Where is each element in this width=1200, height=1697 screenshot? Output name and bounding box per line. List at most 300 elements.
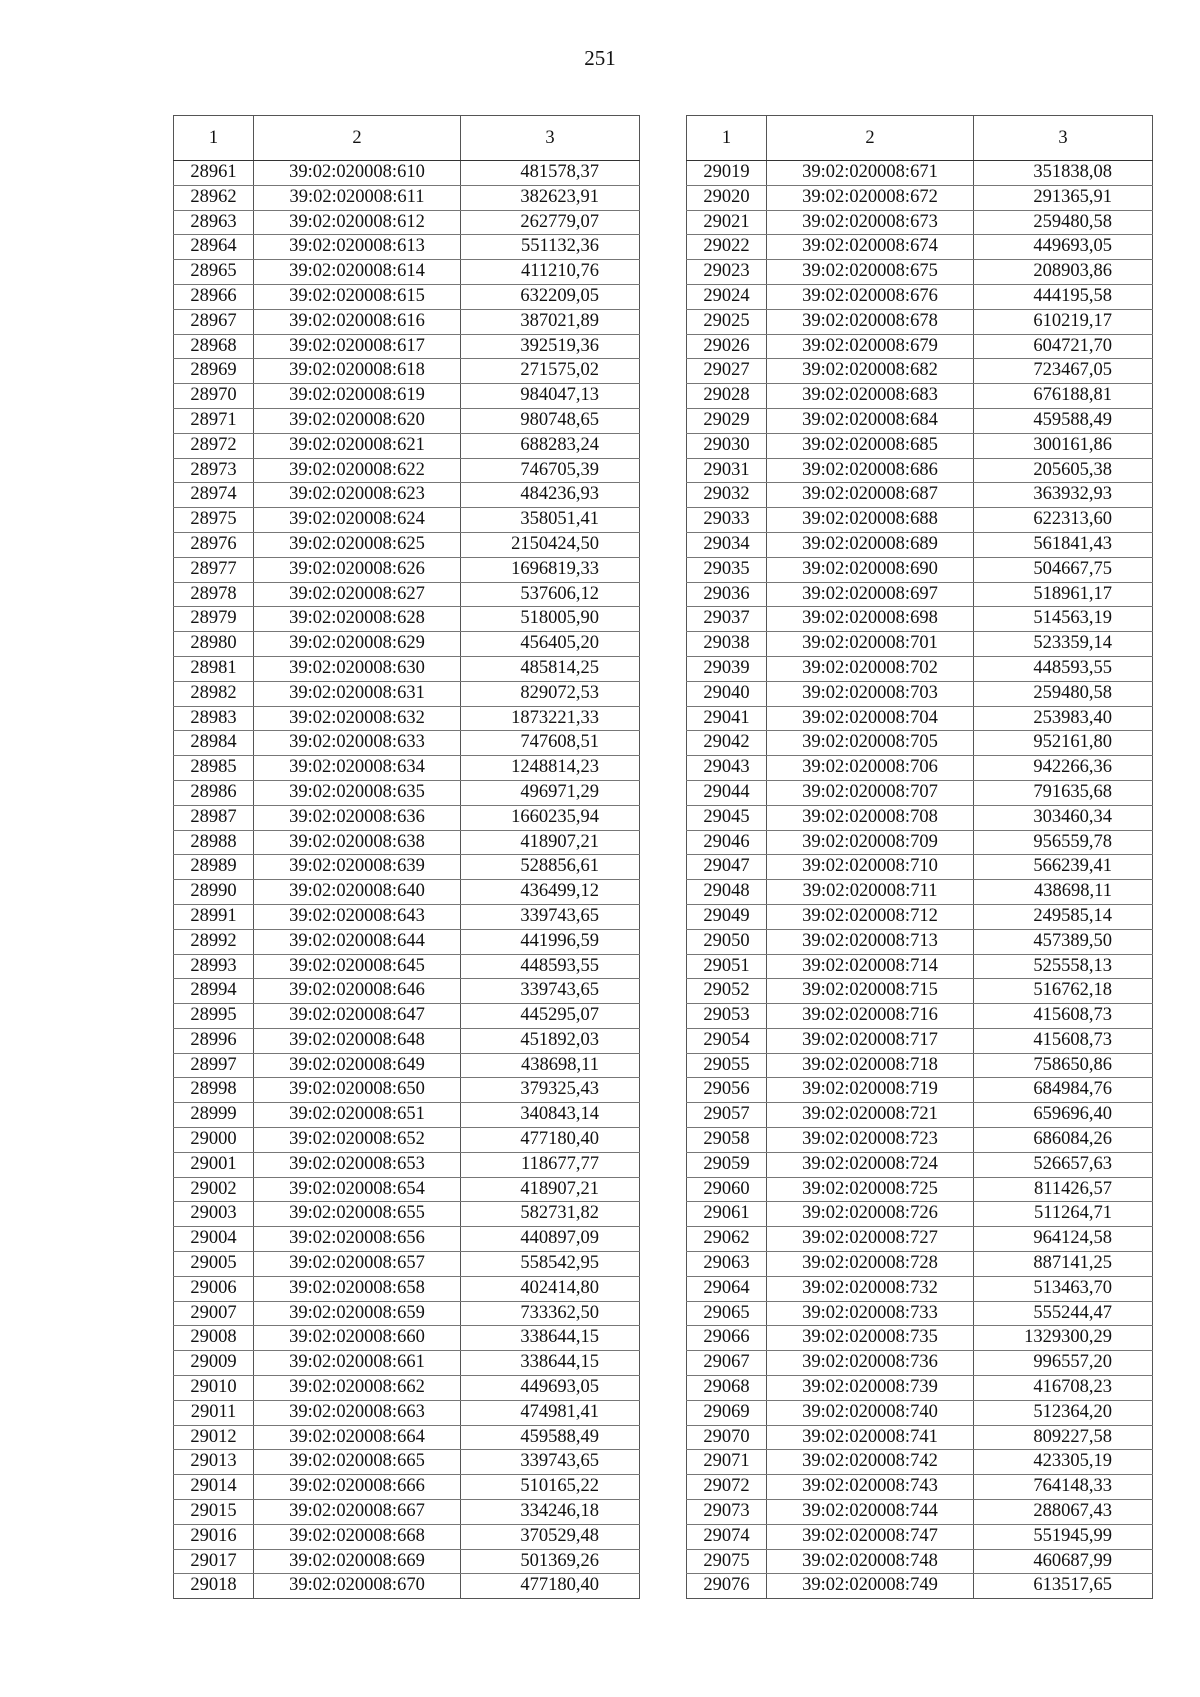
- cadastral-number-cell: 39:02:020008:678: [767, 309, 974, 334]
- value-cell: 555244,47: [974, 1301, 1153, 1326]
- table-row: [174, 954, 640, 979]
- cadastral-number-cell: 39:02:020008:634: [254, 756, 461, 781]
- value-cell: 418907,21: [461, 1177, 640, 1202]
- cadastral-number-cell: 39:02:020008:640: [254, 880, 461, 905]
- row-number-cell: 28983: [174, 706, 254, 731]
- column-header-3: 3: [461, 116, 640, 161]
- row-number-cell: 29063: [687, 1252, 767, 1277]
- value-cell: 1873221,33: [461, 706, 640, 731]
- cadastral-number-cell: 39:02:020008:706: [767, 756, 974, 781]
- value-cell: 411210,76: [461, 260, 640, 285]
- table-row: [687, 780, 1153, 805]
- row-number-cell: 29071: [687, 1450, 767, 1475]
- value-cell: 1660235,94: [461, 805, 640, 830]
- table-row: [687, 1103, 1153, 1128]
- table-row: [174, 780, 640, 805]
- cadastral-number-cell: 39:02:020008:741: [767, 1425, 974, 1450]
- cadastral-number-cell: 39:02:020008:658: [254, 1276, 461, 1301]
- cadastral-number-cell: 39:02:020008:647: [254, 1004, 461, 1029]
- value-cell: 513463,70: [974, 1276, 1153, 1301]
- cadastral-number-cell: 39:02:020008:650: [254, 1078, 461, 1103]
- cadastral-number-cell: 39:02:020008:701: [767, 632, 974, 657]
- value-cell: 537606,12: [461, 582, 640, 607]
- value-cell: 387021,89: [461, 309, 640, 334]
- cadastral-number-cell: 39:02:020008:669: [254, 1549, 461, 1574]
- table-row: [174, 1128, 640, 1153]
- cadastral-number-cell: 39:02:020008:733: [767, 1301, 974, 1326]
- row-number-cell: 28973: [174, 458, 254, 483]
- row-number-cell: 29020: [687, 185, 767, 210]
- value-cell: 477180,40: [461, 1128, 640, 1153]
- value-cell: 481578,37: [461, 161, 640, 186]
- row-number-cell: 29067: [687, 1351, 767, 1376]
- cadastral-number-cell: 39:02:020008:726: [767, 1202, 974, 1227]
- row-number-cell: 28964: [174, 235, 254, 260]
- value-cell: 1696819,33: [461, 557, 640, 582]
- value-cell: 558542,95: [461, 1252, 640, 1277]
- table-row: [174, 855, 640, 880]
- value-cell: 291365,91: [974, 185, 1153, 210]
- table-row: [687, 1450, 1153, 1475]
- table-row: [174, 1004, 640, 1029]
- value-cell: 477180,40: [461, 1574, 640, 1599]
- table-row: [687, 1252, 1153, 1277]
- table-row: [174, 161, 640, 186]
- row-number-cell: 29057: [687, 1103, 767, 1128]
- table-row: [687, 185, 1153, 210]
- value-cell: 300161,86: [974, 433, 1153, 458]
- table-row: [174, 1276, 640, 1301]
- value-cell: 205605,38: [974, 458, 1153, 483]
- value-cell: 438698,11: [461, 1053, 640, 1078]
- value-cell: 259480,58: [974, 681, 1153, 706]
- table-row: [687, 284, 1153, 309]
- value-cell: 1248814,23: [461, 756, 640, 781]
- row-number-cell: 28998: [174, 1078, 254, 1103]
- table-row: [687, 408, 1153, 433]
- row-number-cell: 29018: [174, 1574, 254, 1599]
- row-number-cell: 29069: [687, 1400, 767, 1425]
- value-cell: 525558,13: [974, 954, 1153, 979]
- table-row: [687, 260, 1153, 285]
- table-row: [687, 880, 1153, 905]
- row-number-cell: 29024: [687, 284, 767, 309]
- value-cell: 416708,23: [974, 1376, 1153, 1401]
- page-number: 251: [584, 46, 616, 70]
- row-number-cell: 29075: [687, 1549, 767, 1574]
- value-cell: 747608,51: [461, 731, 640, 756]
- row-number-cell: 29062: [687, 1227, 767, 1252]
- table-row: [687, 706, 1153, 731]
- cadastral-number-cell: 39:02:020008:628: [254, 607, 461, 632]
- table-row: [687, 1004, 1153, 1029]
- table-row: [687, 161, 1153, 186]
- table-row: [687, 1301, 1153, 1326]
- value-cell: 887141,25: [974, 1252, 1153, 1277]
- cadastral-number-cell: 39:02:020008:748: [767, 1549, 974, 1574]
- row-number-cell: 28972: [174, 433, 254, 458]
- value-cell: 528856,61: [461, 855, 640, 880]
- cadastral-number-cell: 39:02:020008:627: [254, 582, 461, 607]
- cadastral-number-cell: 39:02:020008:742: [767, 1450, 974, 1475]
- table-row: [687, 1524, 1153, 1549]
- cadastral-number-cell: 39:02:020008:664: [254, 1425, 461, 1450]
- cadastral-number-cell: 39:02:020008:617: [254, 334, 461, 359]
- value-cell: 956559,78: [974, 830, 1153, 855]
- table-row: [174, 1227, 640, 1252]
- cadastral-number-cell: 39:02:020008:735: [767, 1326, 974, 1351]
- cadastral-number-cell: 39:02:020008:631: [254, 681, 461, 706]
- table-row: [174, 284, 640, 309]
- cadastral-number-cell: 39:02:020008:671: [767, 161, 974, 186]
- row-number-cell: 29038: [687, 632, 767, 657]
- row-number-cell: 29034: [687, 532, 767, 557]
- table-row: [174, 1326, 640, 1351]
- row-number-cell: 29073: [687, 1500, 767, 1525]
- value-cell: 684984,76: [974, 1078, 1153, 1103]
- cadastral-number-cell: 39:02:020008:711: [767, 880, 974, 905]
- value-cell: 516762,18: [974, 979, 1153, 1004]
- table-row: [687, 656, 1153, 681]
- cadastral-number-cell: 39:02:020008:723: [767, 1128, 974, 1153]
- cadastral-number-cell: 39:02:020008:653: [254, 1152, 461, 1177]
- table-row: [687, 210, 1153, 235]
- value-cell: 370529,48: [461, 1524, 640, 1549]
- row-number-cell: 28971: [174, 408, 254, 433]
- value-cell: 566239,41: [974, 855, 1153, 880]
- cadastral-number-cell: 39:02:020008:679: [767, 334, 974, 359]
- cadastral-number-cell: 39:02:020008:708: [767, 805, 974, 830]
- row-number-cell: 28995: [174, 1004, 254, 1029]
- value-cell: 809227,58: [974, 1425, 1153, 1450]
- cadastral-table-right: [686, 115, 1153, 1599]
- row-number-cell: 29010: [174, 1376, 254, 1401]
- row-number-cell: 28997: [174, 1053, 254, 1078]
- value-cell: 334246,18: [461, 1500, 640, 1525]
- row-number-cell: 28969: [174, 359, 254, 384]
- row-number-cell: 29068: [687, 1376, 767, 1401]
- cadastral-number-cell: 39:02:020008:618: [254, 359, 461, 384]
- row-number-cell: 29046: [687, 830, 767, 855]
- table-row: [687, 632, 1153, 657]
- value-cell: 423305,19: [974, 1450, 1153, 1475]
- row-number-cell: 29056: [687, 1078, 767, 1103]
- row-number-cell: 29029: [687, 408, 767, 433]
- cadastral-number-cell: 39:02:020008:620: [254, 408, 461, 433]
- cadastral-number-cell: 39:02:020008:749: [767, 1574, 974, 1599]
- value-cell: 474981,41: [461, 1400, 640, 1425]
- table-row: [174, 1252, 640, 1277]
- value-cell: 733362,50: [461, 1301, 640, 1326]
- value-cell: 582731,82: [461, 1202, 640, 1227]
- table-row: [174, 483, 640, 508]
- value-cell: 415608,73: [974, 1028, 1153, 1053]
- row-number-cell: 29030: [687, 433, 767, 458]
- cadastral-number-cell: 39:02:020008:655: [254, 1202, 461, 1227]
- table-row: [687, 1028, 1153, 1053]
- row-number-cell: 29074: [687, 1524, 767, 1549]
- cadastral-number-cell: 39:02:020008:663: [254, 1400, 461, 1425]
- cadastral-number-cell: 39:02:020008:626: [254, 557, 461, 582]
- column-header-1: 1: [687, 116, 767, 161]
- value-cell: 451892,03: [461, 1028, 640, 1053]
- cadastral-number-cell: 39:02:020008:668: [254, 1524, 461, 1549]
- value-cell: 811426,57: [974, 1177, 1153, 1202]
- cadastral-number-cell: 39:02:020008:705: [767, 731, 974, 756]
- row-number-cell: 29032: [687, 483, 767, 508]
- cadastral-number-cell: 39:02:020008:686: [767, 458, 974, 483]
- table-row: [687, 1549, 1153, 1574]
- table-row: [174, 830, 640, 855]
- table-row: [687, 1500, 1153, 1525]
- row-number-cell: 29002: [174, 1177, 254, 1202]
- value-cell: 746705,39: [461, 458, 640, 483]
- table-row: [174, 756, 640, 781]
- cadastral-number-cell: 39:02:020008:639: [254, 855, 461, 880]
- table-row: [174, 1376, 640, 1401]
- value-cell: 449693,05: [461, 1376, 640, 1401]
- row-number-cell: 29039: [687, 656, 767, 681]
- row-number-cell: 29028: [687, 384, 767, 409]
- table-row: [174, 1425, 640, 1450]
- value-cell: 484236,93: [461, 483, 640, 508]
- row-number-cell: 28974: [174, 483, 254, 508]
- value-cell: 610219,17: [974, 309, 1153, 334]
- table-row: [174, 880, 640, 905]
- cadastral-number-cell: 39:02:020008:630: [254, 656, 461, 681]
- value-cell: 338644,15: [461, 1326, 640, 1351]
- cadastral-number-cell: 39:02:020008:624: [254, 508, 461, 533]
- value-cell: 723467,05: [974, 359, 1153, 384]
- cadastral-number-cell: 39:02:020008:673: [767, 210, 974, 235]
- table-row: [687, 731, 1153, 756]
- cadastral-number-cell: 39:02:020008:646: [254, 979, 461, 1004]
- row-number-cell: 28975: [174, 508, 254, 533]
- table-row: [687, 582, 1153, 607]
- row-number-cell: 29027: [687, 359, 767, 384]
- row-number-cell: 28965: [174, 260, 254, 285]
- cadastral-number-cell: 39:02:020008:721: [767, 1103, 974, 1128]
- table-row: [174, 384, 640, 409]
- value-cell: 523359,14: [974, 632, 1153, 657]
- cadastral-number-cell: 39:02:020008:674: [767, 235, 974, 260]
- row-number-cell: 28987: [174, 805, 254, 830]
- row-number-cell: 29026: [687, 334, 767, 359]
- row-number-cell: 29014: [174, 1475, 254, 1500]
- value-cell: 271575,02: [461, 359, 640, 384]
- value-cell: 551945,99: [974, 1524, 1153, 1549]
- value-cell: 456405,20: [461, 632, 640, 657]
- value-cell: 764148,33: [974, 1475, 1153, 1500]
- cadastral-number-cell: 39:02:020008:689: [767, 532, 974, 557]
- value-cell: 339743,65: [461, 979, 640, 1004]
- cadastral-number-cell: 39:02:020008:659: [254, 1301, 461, 1326]
- cadastral-number-cell: 39:02:020008:643: [254, 904, 461, 929]
- table-row: [687, 904, 1153, 929]
- cadastral-number-cell: 39:02:020008:688: [767, 508, 974, 533]
- value-cell: 208903,86: [974, 260, 1153, 285]
- value-cell: 379325,43: [461, 1078, 640, 1103]
- cadastral-number-cell: 39:02:020008:613: [254, 235, 461, 260]
- table-row: [174, 1177, 640, 1202]
- value-cell: 984047,13: [461, 384, 640, 409]
- value-cell: 339743,65: [461, 904, 640, 929]
- row-number-cell: 28961: [174, 161, 254, 186]
- table-row: [687, 458, 1153, 483]
- cadastral-number-cell: 39:02:020008:654: [254, 1177, 461, 1202]
- row-number-cell: 29009: [174, 1351, 254, 1376]
- table-row: [174, 1475, 640, 1500]
- value-cell: 510165,22: [461, 1475, 640, 1500]
- value-cell: 604721,70: [974, 334, 1153, 359]
- value-cell: 518005,90: [461, 607, 640, 632]
- table-row: [174, 210, 640, 235]
- cadastral-number-cell: 39:02:020008:728: [767, 1252, 974, 1277]
- cadastral-number-cell: 39:02:020008:623: [254, 483, 461, 508]
- value-cell: 526657,63: [974, 1152, 1153, 1177]
- cadastral-number-cell: 39:02:020008:676: [767, 284, 974, 309]
- cadastral-number-cell: 39:02:020008:702: [767, 656, 974, 681]
- cadastral-number-cell: 39:02:020008:736: [767, 1351, 974, 1376]
- table-row: [687, 433, 1153, 458]
- cadastral-number-cell: 39:02:020008:644: [254, 929, 461, 954]
- row-number-cell: 29006: [174, 1276, 254, 1301]
- row-number-cell: 29055: [687, 1053, 767, 1078]
- table-row: [687, 1202, 1153, 1227]
- row-number-cell: 29048: [687, 880, 767, 905]
- cadastral-number-cell: 39:02:020008:662: [254, 1376, 461, 1401]
- row-number-cell: 29072: [687, 1475, 767, 1500]
- value-cell: 441996,59: [461, 929, 640, 954]
- value-cell: 303460,34: [974, 805, 1153, 830]
- table-row: [174, 1028, 640, 1053]
- cadastral-number-cell: 39:02:020008:614: [254, 260, 461, 285]
- row-number-cell: 29015: [174, 1500, 254, 1525]
- value-cell: 791635,68: [974, 780, 1153, 805]
- value-cell: 485814,25: [461, 656, 640, 681]
- cadastral-number-cell: 39:02:020008:703: [767, 681, 974, 706]
- table-row: [174, 1400, 640, 1425]
- table-row: [174, 706, 640, 731]
- row-number-cell: 29060: [687, 1177, 767, 1202]
- row-number-cell: 29053: [687, 1004, 767, 1029]
- row-number-cell: 29001: [174, 1152, 254, 1177]
- value-cell: 501369,26: [461, 1549, 640, 1574]
- cadastral-number-cell: 39:02:020008:685: [767, 433, 974, 458]
- row-number-cell: 29022: [687, 235, 767, 260]
- value-cell: 457389,50: [974, 929, 1153, 954]
- table-row: [174, 185, 640, 210]
- cadastral-number-cell: 39:02:020008:690: [767, 557, 974, 582]
- row-number-cell: 29047: [687, 855, 767, 880]
- value-cell: 980748,65: [461, 408, 640, 433]
- cadastral-number-cell: 39:02:020008:672: [767, 185, 974, 210]
- row-number-cell: 29064: [687, 1276, 767, 1301]
- cadastral-number-cell: 39:02:020008:675: [767, 260, 974, 285]
- table-row: [687, 1425, 1153, 1450]
- table-row: [174, 929, 640, 954]
- value-cell: 551132,36: [461, 235, 640, 260]
- value-cell: 514563,19: [974, 607, 1153, 632]
- cadastral-number-cell: 39:02:020008:611: [254, 185, 461, 210]
- row-number-cell: 29012: [174, 1425, 254, 1450]
- value-cell: 996557,20: [974, 1351, 1153, 1376]
- column-header-1: 1: [174, 116, 254, 161]
- cadastral-number-cell: 39:02:020008:670: [254, 1574, 461, 1599]
- cadastral-number-cell: 39:02:020008:665: [254, 1450, 461, 1475]
- table-row: [687, 1128, 1153, 1153]
- row-number-cell: 29017: [174, 1549, 254, 1574]
- value-cell: 402414,80: [461, 1276, 640, 1301]
- cadastral-number-cell: 39:02:020008:714: [767, 954, 974, 979]
- table-row: [687, 756, 1153, 781]
- value-cell: 952161,80: [974, 731, 1153, 756]
- table-row: [174, 681, 640, 706]
- row-number-cell: 28996: [174, 1028, 254, 1053]
- cadastral-number-cell: 39:02:020008:682: [767, 359, 974, 384]
- cadastral-number-cell: 39:02:020008:683: [767, 384, 974, 409]
- table-row: [687, 979, 1153, 1004]
- row-number-cell: 29011: [174, 1400, 254, 1425]
- cadastral-number-cell: 39:02:020008:648: [254, 1028, 461, 1053]
- value-cell: 259480,58: [974, 210, 1153, 235]
- table-row: [174, 1152, 640, 1177]
- row-number-cell: 29005: [174, 1252, 254, 1277]
- table-row: [174, 557, 640, 582]
- table-row: [174, 607, 640, 632]
- table-row: [687, 557, 1153, 582]
- table-row: [687, 1475, 1153, 1500]
- column-header-2: 2: [767, 116, 974, 161]
- value-cell: 351838,08: [974, 161, 1153, 186]
- table-row: [174, 1574, 640, 1599]
- row-number-cell: 29007: [174, 1301, 254, 1326]
- cadastral-number-cell: 39:02:020008:724: [767, 1152, 974, 1177]
- table-row: [174, 656, 640, 681]
- row-number-cell: 28999: [174, 1103, 254, 1128]
- row-number-cell: 28982: [174, 681, 254, 706]
- value-cell: 459588,49: [461, 1425, 640, 1450]
- table-row: [174, 731, 640, 756]
- cadastral-number-cell: 39:02:020008:610: [254, 161, 461, 186]
- cadastral-number-cell: 39:02:020008:704: [767, 706, 974, 731]
- value-cell: 253983,40: [974, 706, 1153, 731]
- table-row: [174, 1301, 640, 1326]
- cadastral-number-cell: 39:02:020008:739: [767, 1376, 974, 1401]
- cadastral-number-cell: 39:02:020008:716: [767, 1004, 974, 1029]
- table-row: [687, 954, 1153, 979]
- value-cell: 448593,55: [974, 656, 1153, 681]
- cadastral-number-cell: 39:02:020008:616: [254, 309, 461, 334]
- row-number-cell: 29042: [687, 731, 767, 756]
- value-cell: 444195,58: [974, 284, 1153, 309]
- value-cell: 358051,41: [461, 508, 640, 533]
- cadastral-number-cell: 39:02:020008:747: [767, 1524, 974, 1549]
- table-row: [174, 309, 640, 334]
- value-cell: 1329300,29: [974, 1326, 1153, 1351]
- row-number-cell: 28962: [174, 185, 254, 210]
- row-number-cell: 29058: [687, 1128, 767, 1153]
- cadastral-number-cell: 39:02:020008:707: [767, 780, 974, 805]
- table-header-row: [174, 116, 640, 161]
- value-cell: 496971,29: [461, 780, 640, 805]
- row-number-cell: 29045: [687, 805, 767, 830]
- table-row: [174, 1549, 640, 1574]
- cadastral-number-cell: 39:02:020008:635: [254, 780, 461, 805]
- table-row: [174, 1351, 640, 1376]
- value-cell: 561841,43: [974, 532, 1153, 557]
- row-number-cell: 28963: [174, 210, 254, 235]
